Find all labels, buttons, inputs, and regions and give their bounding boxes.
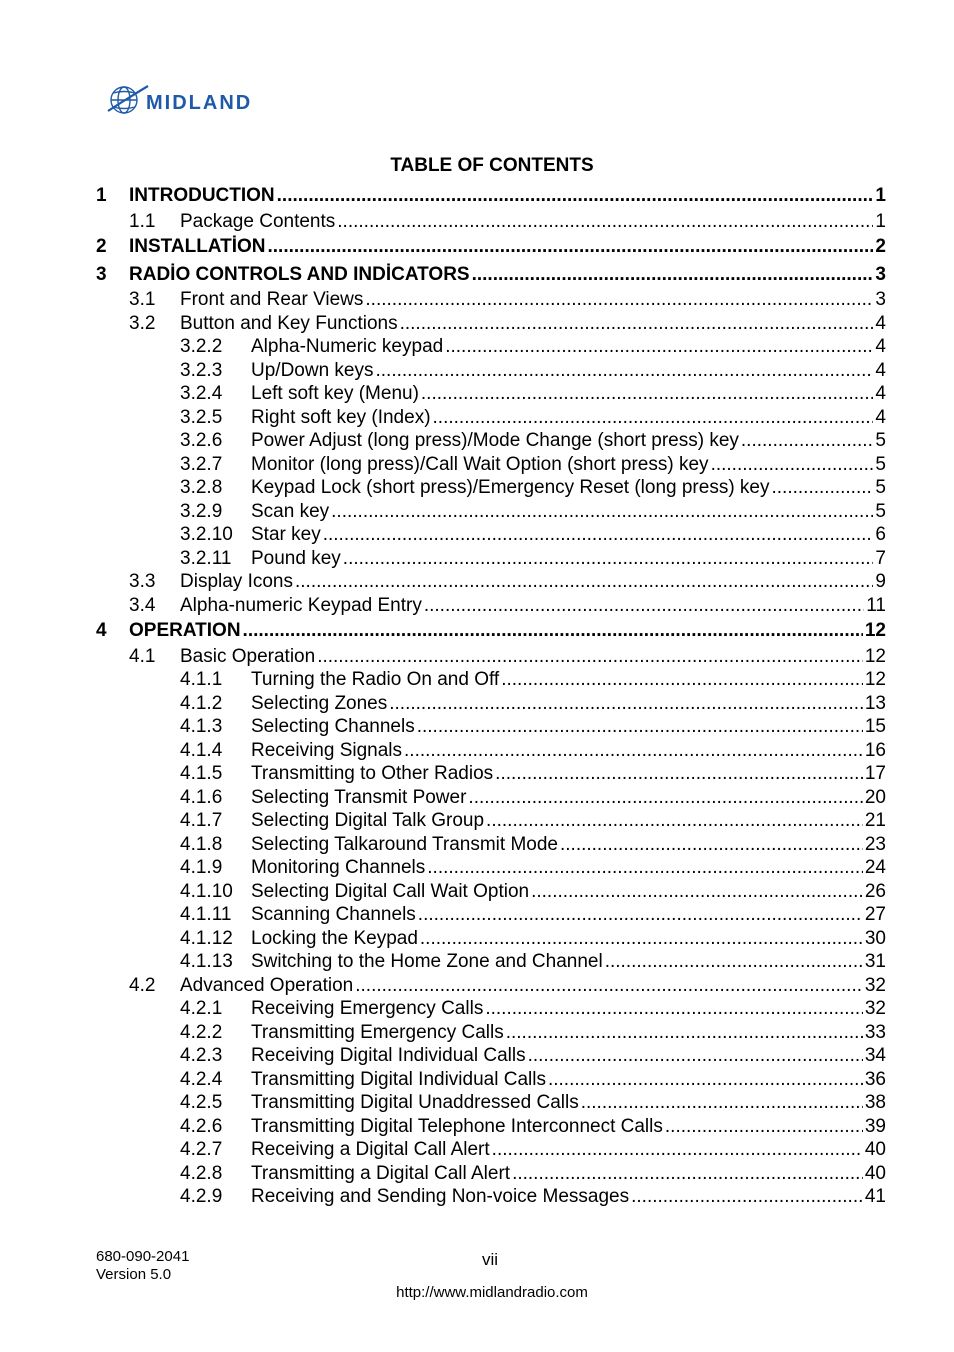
toc-entry[interactable] — [96, 1185, 886, 1209]
globe-swoosh-icon — [106, 80, 302, 120]
toc-entry[interactable] — [96, 997, 886, 1021]
toc-entry-title: Selecting Digital Call Wait Option — [251, 880, 530, 902]
dot-leader — [772, 476, 874, 500]
toc-entry-title: Scan key — [251, 500, 330, 522]
toc-entry-number: 4.2.8 — [180, 1162, 223, 1184]
toc-entry-title: Receiving a Digital Call Alert — [251, 1139, 490, 1160]
toc-entry-number: 4.1.5 — [180, 763, 223, 784]
toc-entry[interactable] — [96, 476, 886, 500]
dot-leader — [581, 1091, 863, 1115]
toc-entry[interactable] — [96, 359, 886, 383]
toc-entry-number: 3.2.11 — [180, 547, 232, 569]
toc-entry-number: 4.1.10 — [180, 880, 233, 902]
toc-entry-page: 32 — [864, 998, 886, 1019]
toc-entry-title: Power Adjust (long press)/Mode Change (short press) key — [251, 430, 739, 451]
midland-logo — [106, 80, 302, 120]
toc-entry[interactable] — [96, 1044, 886, 1068]
toc-entry-title: Display Icons — [180, 571, 293, 592]
toc-entry-number: 3.2.7 — [180, 453, 223, 475]
toc-entry-title: Button and Key Functions — [180, 312, 398, 334]
dot-leader — [331, 500, 873, 524]
dot-leader — [445, 335, 873, 359]
toc-entry[interactable] — [96, 570, 886, 594]
dot-leader — [492, 1138, 863, 1162]
toc-entry-number: 4.2.6 — [180, 1115, 223, 1137]
toc-entry-page: 39 — [864, 1115, 886, 1137]
toc-entry-title: Selecting Digital Talk Group — [251, 810, 485, 831]
dot-leader — [376, 359, 874, 383]
dot-leader — [243, 617, 863, 645]
page-title: TABLE OF CONTENTS — [390, 155, 594, 176]
toc-entry-page: 27 — [864, 904, 886, 925]
toc-entry[interactable] — [96, 1115, 886, 1139]
toc-entry-page: 26 — [864, 880, 886, 902]
toc-entry-title: Right soft key (Index) — [251, 406, 431, 428]
toc-entry[interactable] — [96, 739, 886, 763]
toc-entry-title: RADİO CONTROLS AND INDİCATORS — [129, 263, 470, 285]
toc-entry-page: 3 — [875, 289, 886, 310]
toc-entry-title: OPERATION — [129, 620, 241, 641]
toc-entry-number: 3.2.10 — [180, 524, 233, 545]
toc-entry-number: 3.2.6 — [180, 430, 223, 451]
toc-entry-title: Selecting Talkaround Transmit Mode — [251, 833, 558, 855]
toc-entry-title: Pound key — [251, 547, 341, 569]
dot-leader — [355, 974, 863, 998]
toc-entry[interactable] — [96, 927, 886, 951]
toc-entry-title: Receiving Emergency Calls — [251, 998, 484, 1019]
toc-entry-number: 3.3 — [129, 571, 156, 592]
toc-entry[interactable] — [96, 453, 886, 477]
dot-leader — [337, 210, 873, 234]
toc-entry-page: 1 — [875, 210, 886, 232]
toc-entry-page: 36 — [864, 1068, 886, 1090]
dot-leader — [389, 692, 863, 716]
dot-leader — [295, 570, 873, 594]
toc-entry[interactable] — [96, 715, 886, 739]
toc-entry-page: 21 — [864, 810, 886, 831]
toc-entry-title: INTRODUCTION — [129, 185, 275, 206]
toc-entry-title: Keypad Lock (short press)/Emergency Reset (long press) key — [251, 477, 770, 498]
toc-entry-number: 4.1.8 — [180, 833, 223, 855]
toc-entry-page: 41 — [864, 1186, 886, 1207]
toc-entry-number: 2 — [96, 236, 107, 257]
toc-entry-page: 16 — [864, 739, 886, 761]
dot-leader — [343, 547, 874, 571]
toc-entry-title: Selecting Transmit Power — [251, 786, 467, 808]
toc-entry[interactable] — [96, 429, 886, 453]
dot-leader — [421, 382, 874, 406]
toc-entry-page: 24 — [864, 857, 886, 878]
toc-entry-number: 4.2.7 — [180, 1139, 223, 1160]
dot-leader — [420, 927, 863, 951]
dot-leader — [506, 1021, 863, 1045]
toc-entry-number: 3.2 — [129, 312, 156, 334]
toc-entry[interactable] — [96, 406, 886, 430]
toc-entry-page: 9 — [875, 571, 886, 592]
toc-entry-number: 4.1.2 — [180, 692, 223, 714]
toc-entry-page: 2 — [875, 236, 886, 257]
toc-entry-number: 4.2.2 — [180, 1021, 223, 1043]
dot-leader — [548, 1068, 863, 1092]
toc-entry-number: 3.2.2 — [180, 336, 223, 357]
toc-entry-number: 3 — [96, 263, 107, 285]
toc-entry-number: 4.1.4 — [180, 739, 223, 761]
toc-entry-title: Alpha-Numeric keypad — [251, 336, 444, 357]
toc-entry-title: Transmitting to Other Radios — [251, 763, 494, 784]
toc-entry-title: Monitoring Channels — [251, 857, 426, 878]
dot-leader — [501, 668, 863, 692]
toc-entry-number: 3.2.9 — [180, 500, 223, 522]
toc-entry[interactable] — [96, 288, 886, 312]
toc-entry-page: 15 — [864, 716, 886, 737]
dot-leader — [433, 406, 874, 430]
toc-entry-title: Selecting Zones — [251, 692, 388, 714]
toc-entry-page: 11 — [866, 594, 886, 616]
toc-entry-title: Transmitting Digital Telephone Interconnect Calls — [251, 1115, 663, 1137]
toc-entry-page: 5 — [875, 477, 886, 498]
dot-leader — [711, 453, 874, 477]
toc-entry[interactable] — [96, 233, 886, 261]
toc-entry[interactable] — [96, 1138, 886, 1162]
toc-entry[interactable] — [96, 833, 886, 857]
toc-entry-number: 4.1.9 — [180, 857, 223, 878]
dot-leader — [417, 715, 863, 739]
toc-entry-number: 4.2.4 — [180, 1068, 223, 1090]
toc-entry[interactable] — [96, 1162, 886, 1186]
toc-entry-page: 40 — [864, 1139, 886, 1160]
toc-entry[interactable] — [96, 617, 886, 645]
toc-entry-page: 40 — [864, 1162, 886, 1184]
toc-entry[interactable] — [96, 786, 886, 810]
toc-entry-number: 4.1.3 — [180, 716, 223, 737]
toc-entry[interactable] — [96, 645, 886, 669]
dot-leader — [317, 645, 863, 669]
toc-entry-title: Receiving Signals — [251, 739, 403, 761]
toc-entry[interactable] — [96, 856, 886, 880]
dot-leader — [424, 594, 864, 618]
page-number: vii — [482, 1250, 499, 1269]
dot-leader — [404, 739, 863, 763]
toc-entry-page: 34 — [864, 1045, 886, 1066]
toc-entry-page: 5 — [875, 500, 886, 522]
toc-entry-number: 3.2.8 — [180, 477, 223, 498]
toc-entry-number: 3.4 — [129, 594, 156, 616]
toc-entry-page: 17 — [864, 763, 886, 784]
toc-entry-title: Advanced Operation — [180, 974, 354, 996]
toc-entry-page: 38 — [864, 1092, 886, 1113]
toc-entry-title: Selecting Channels — [251, 716, 415, 737]
toc-entry-number: 4.1 — [129, 645, 156, 667]
toc-entry-title: Scanning Channels — [251, 904, 416, 925]
toc-entry-number: 4.1.6 — [180, 786, 223, 808]
toc-entry-page: 6 — [875, 524, 886, 545]
footer-url: http://www.midlandradio.com — [396, 1284, 588, 1301]
toc-entry-page: 31 — [864, 951, 886, 972]
toc-entry-number: 1 — [96, 185, 107, 206]
dot-leader — [268, 233, 874, 261]
toc-entry-title: Receiving and Sending Non-voice Messages — [251, 1186, 630, 1207]
toc-entry-page: 4 — [875, 383, 886, 404]
dot-leader — [418, 903, 863, 927]
toc-entry[interactable] — [96, 1091, 886, 1115]
toc-entry[interactable] — [96, 382, 886, 406]
toc-entry[interactable] — [96, 950, 886, 974]
toc-entry-number: 4.2.5 — [180, 1092, 223, 1113]
toc-entry-number: 3.2.4 — [180, 383, 223, 404]
toc-entry-title: Transmitting a Digital Call Alert — [251, 1162, 511, 1184]
toc-entry[interactable] — [96, 1068, 886, 1092]
dot-leader — [323, 523, 874, 547]
toc-entry-page: 12 — [864, 645, 886, 667]
dot-leader — [512, 1162, 863, 1186]
toc-entry-page: 12 — [864, 669, 886, 690]
toc-entry-page: 4 — [875, 359, 886, 381]
toc-entry-number: 3.2.5 — [180, 406, 223, 428]
toc-entry-title: Transmitting Digital Unaddressed Calls — [251, 1092, 579, 1113]
dot-leader — [665, 1115, 863, 1139]
toc-entry-page: 4 — [875, 312, 886, 334]
toc-entry-title: Star key — [251, 524, 321, 545]
document-number: 680-090-2041 — [96, 1248, 190, 1265]
logo-text: MIDLAND — [146, 92, 253, 114]
table-of-contents — [96, 182, 886, 1209]
toc-entry-number: 4.2.1 — [180, 998, 223, 1019]
toc-entry-title: Alpha-numeric Keypad Entry — [180, 594, 422, 616]
toc-entry-page: 32 — [864, 974, 886, 996]
toc-entry-page: 33 — [864, 1021, 886, 1043]
toc-entry[interactable] — [96, 668, 886, 692]
dot-leader — [472, 261, 874, 289]
dot-leader — [495, 762, 863, 786]
toc-entry-page: 1 — [875, 185, 886, 206]
toc-entry-number: 4.2.9 — [180, 1186, 223, 1207]
toc-entry-number: 4.2 — [129, 974, 156, 996]
toc-entry-title: Switching to the Home Zone and Channel — [251, 951, 603, 972]
version-label: Version 5.0 — [96, 1266, 172, 1283]
dot-leader — [277, 182, 874, 210]
toc-entry-page: 7 — [875, 547, 886, 569]
toc-entry-page: 5 — [875, 453, 886, 475]
toc-entry[interactable] — [96, 261, 886, 289]
toc-entry[interactable] — [96, 594, 886, 618]
toc-entry[interactable] — [96, 1021, 886, 1045]
toc-entry-title: Transmitting Emergency Calls — [251, 1021, 504, 1043]
toc-entry-number: 4.1.11 — [180, 904, 232, 925]
toc-entry[interactable] — [96, 335, 886, 359]
toc-entry-title: INSTALLATİON — [129, 236, 266, 257]
toc-entry-number: 4.1.13 — [180, 951, 233, 972]
dot-leader — [400, 312, 874, 336]
toc-entry-title: Up/Down keys — [251, 359, 374, 381]
toc-entry-number: 4 — [96, 620, 107, 641]
toc-entry[interactable] — [96, 762, 886, 786]
dot-leader — [427, 856, 863, 880]
toc-entry[interactable] — [96, 547, 886, 571]
toc-entry[interactable] — [96, 692, 886, 716]
toc-entry-title: Left soft key (Menu) — [251, 383, 419, 404]
toc-entry-page: 4 — [875, 336, 886, 357]
toc-entry-number: 3.1 — [129, 289, 156, 310]
toc-entry-title: Package Contents — [180, 210, 336, 232]
toc-entry-title: Basic Operation — [180, 645, 316, 667]
toc-entry-page: 23 — [864, 833, 886, 855]
dot-leader — [485, 997, 863, 1021]
toc-entry-page: 12 — [864, 620, 886, 641]
dot-leader — [468, 786, 862, 810]
toc-entry-number: 4.1.12 — [180, 927, 233, 949]
toc-entry-title: Locking the Keypad — [251, 927, 418, 949]
dot-leader — [531, 880, 863, 904]
toc-entry[interactable] — [96, 210, 886, 234]
toc-entry-page: 4 — [875, 406, 886, 428]
toc-entry-page: 30 — [864, 927, 886, 949]
dot-leader — [486, 809, 863, 833]
toc-entry-title: Receiving Digital Individual Calls — [251, 1045, 526, 1066]
toc-entry[interactable] — [96, 312, 886, 336]
document-info — [96, 1248, 189, 1284]
toc-entry-page: 3 — [875, 263, 886, 285]
dot-leader — [560, 833, 863, 857]
dot-leader — [605, 950, 863, 974]
toc-entry-page: 13 — [864, 692, 886, 714]
toc-entry-page: 20 — [864, 786, 886, 808]
toc-entry-title: Monitor (long press)/Call Wait Option (short press) key — [251, 453, 709, 475]
toc-entry-page: 5 — [875, 430, 886, 451]
toc-entry-title: Front and Rear Views — [180, 289, 364, 310]
toc-entry[interactable] — [96, 974, 886, 998]
dot-leader — [528, 1044, 863, 1068]
toc-entry-title: Transmitting Digital Individual Calls — [251, 1068, 546, 1090]
toc-entry-number: 4.2.3 — [180, 1045, 223, 1066]
toc-entry[interactable] — [96, 523, 886, 547]
toc-entry[interactable] — [96, 880, 886, 904]
toc-entry-number: 4.1.7 — [180, 810, 223, 831]
toc-entry-title: Turning the Radio On and Off — [251, 669, 500, 690]
toc-entry-number: 3.2.3 — [180, 359, 223, 381]
toc-entry-number: 1.1 — [129, 210, 156, 232]
toc-entry[interactable] — [96, 500, 886, 524]
dot-leader — [631, 1185, 863, 1209]
dot-leader — [365, 288, 873, 312]
toc-entry[interactable] — [96, 182, 886, 210]
toc-entry[interactable] — [96, 809, 886, 833]
toc-entry[interactable] — [96, 903, 886, 927]
dot-leader — [741, 429, 874, 453]
toc-entry-number: 4.1.1 — [180, 669, 223, 690]
